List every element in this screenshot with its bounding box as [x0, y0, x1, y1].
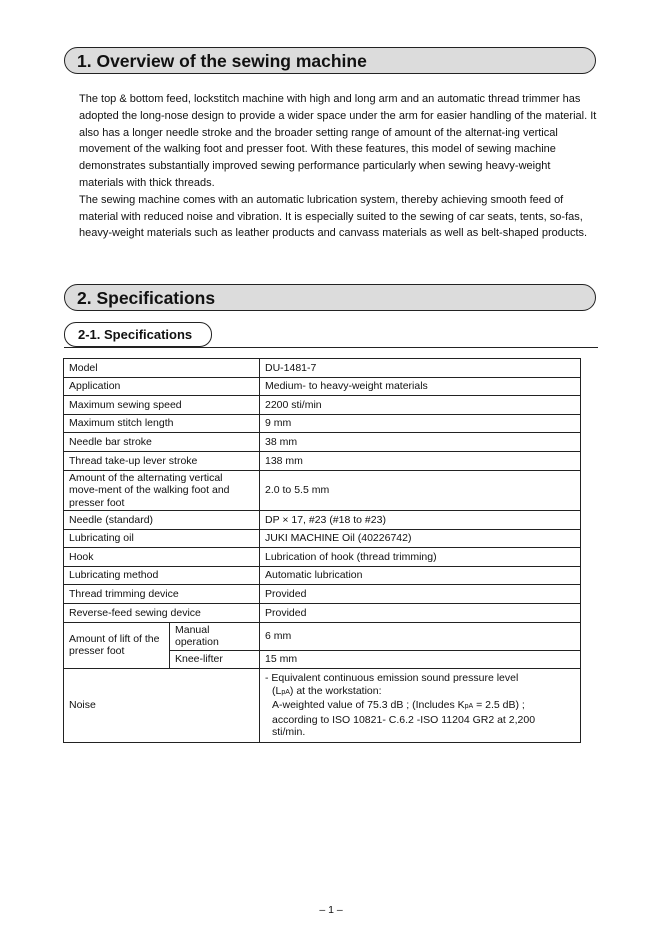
table-row	[64, 669, 581, 743]
spec-value: Lubrication of hook (thread trimming)	[260, 548, 581, 567]
spec-value: 9 mm	[260, 414, 581, 433]
specifications-table	[63, 358, 581, 743]
paragraph: The top & bottom feed, lockstitch machine with high and long arm and an automatic thread trimmer has adopted the long-nose design to provide a wider space under the arm for easier handling of the material. It also has a longer needle stroke and the broader setting range of amount of the alternat-ing vertical movement of the walking foot and presser foot. With these features, this model of sewing machine demonstrates substantially improved sewing performance particularly when sewing heavy-weight materials with thick threads.	[79, 93, 597, 189]
table-row	[64, 396, 581, 415]
table-row	[64, 433, 581, 452]
heading-text: 2. Specifications	[77, 288, 216, 308]
table-row	[64, 585, 581, 604]
spec-label: Maximum sewing speed	[64, 396, 260, 415]
spec-label: Maximum stitch length	[64, 414, 260, 433]
noise-line	[265, 685, 575, 700]
paragraph: The sewing machine comes with an automatic lubrication system, thereby achieving smooth feed of material with reduced noise and vibration. It is especially suited to the sewing of car seats, tents, so-fas, heavy-weight materials such as leather products and canvass materials as well as belt-shaped products.	[79, 193, 588, 240]
spec-value: JUKI MACHINE Oil (40226742)	[260, 529, 581, 548]
spec-value: 2200 sti/min	[260, 396, 581, 415]
spec-sublabel: Manual operation	[170, 622, 260, 650]
spec-label: Amount of the alternating vertical move-ment of the walking foot and presser foot	[64, 470, 260, 511]
spec-value: 15 mm	[260, 650, 581, 669]
spec-label: Lubricating method	[64, 566, 260, 585]
spec-value-noise	[260, 669, 581, 743]
spec-label: Amount of lift of the presser foot	[64, 622, 170, 669]
table-row	[64, 566, 581, 585]
spec-value: DU-1481-7	[260, 359, 581, 378]
noise-subscript: pA	[464, 703, 474, 711]
noise-subscript: pA	[281, 688, 290, 696]
noise-line	[265, 699, 575, 714]
table-row	[64, 604, 581, 623]
table-row	[64, 529, 581, 548]
table-row	[64, 414, 581, 433]
table-row	[64, 451, 581, 470]
spec-label: Thread trimming device	[64, 585, 260, 604]
spec-value: Provided	[260, 585, 581, 604]
noise-line: according to ISO 10821- C.6.2 -ISO 11204 GR2 at 2,200	[272, 713, 536, 726]
noise-text: = 2.5 dB) ;	[473, 699, 525, 712]
spec-label: Reverse-feed sewing device	[64, 604, 260, 623]
spec-value: Provided	[260, 604, 581, 623]
spec-label: Noise	[64, 669, 260, 743]
noise-text: ) at the workstation:	[289, 684, 382, 697]
spec-sublabel: Knee-lifter	[170, 650, 260, 669]
spec-value: 6 mm	[260, 622, 581, 650]
noise-line: sti/min.	[272, 726, 306, 739]
subsection-title: 2-1. Specifications	[78, 327, 193, 342]
spec-value: 38 mm	[260, 433, 581, 452]
spec-value: Medium- to heavy-weight materials	[260, 377, 581, 396]
page-number: – 1 –	[319, 904, 343, 916]
noise-text: A-weighted value of 75.3 dB ; (Includes K	[272, 699, 465, 712]
overview-text	[79, 91, 597, 242]
spec-value: 138 mm	[260, 451, 581, 470]
section-heading-specifications	[64, 284, 596, 311]
spec-label: Thread take-up lever stroke	[64, 451, 260, 470]
noise-text: (L	[272, 684, 282, 697]
table-row	[64, 622, 581, 650]
spec-value: DP × 17, #23 (#18 to #23)	[260, 511, 581, 530]
spec-label: Hook	[64, 548, 260, 567]
spec-label: Application	[64, 377, 260, 396]
table-row	[64, 548, 581, 567]
spec-label: Needle bar stroke	[64, 433, 260, 452]
noise-line: - Equivalent continuous emission sound pressure level	[265, 672, 519, 685]
spec-label: Needle (standard)	[64, 511, 260, 530]
spec-label: Lubricating oil	[64, 529, 260, 548]
subsection-heading-box	[64, 322, 212, 347]
spec-label: Model	[64, 359, 260, 378]
heading-text: 1. Overview of the sewing machine	[77, 51, 367, 71]
spec-value: Automatic lubrication	[260, 566, 581, 585]
subsection-heading	[64, 322, 598, 348]
table-row	[64, 359, 581, 378]
section-heading-overview	[64, 47, 596, 74]
spec-value: 2.0 to 5.5 mm	[260, 470, 581, 511]
table-row	[64, 377, 581, 396]
table-row	[64, 511, 581, 530]
table-row	[64, 470, 581, 511]
